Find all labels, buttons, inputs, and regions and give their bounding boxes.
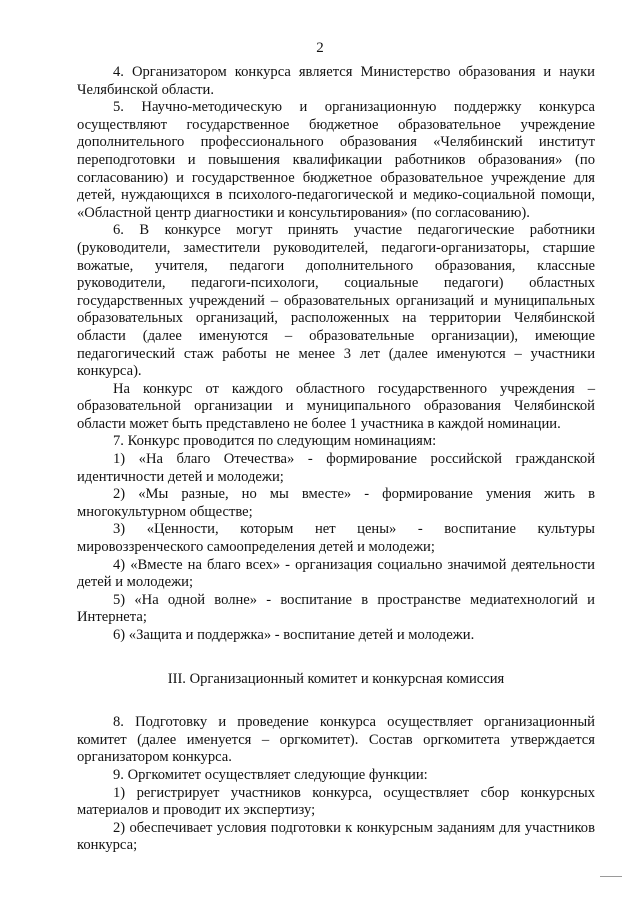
- nomination-item: 1) «На благо Отечества» - формирование российской гражданской идентичности детей и молодежи;: [77, 451, 595, 485]
- nomination-item: 3) «Ценности, которым нет цены» - воспитание культуры мировоззренческого самоопределения детей и молодежи;: [77, 521, 595, 556]
- paragraph-participant-limit: На конкурс от каждого областного государственного учреждения – образовательной организации и муниципального образования Челябинской области может быть представлено не более 1 участника в каждой номинации.: [77, 380, 595, 432]
- paragraph-support: 5. Научно-методическую и организационную поддержку конкурса осуществляют государственное бюджетное образовательное учреждение дополнительного профессионального образования «Челябинский институт переподготовки и повышения квалификации работников образования» (по согласованию) и государственное бюджетное образовательное учреждение для детей, нуждающихся в психолого-педагогической и медико-социальной помощи, «Областной центр диагностики и консультирования» (по согласованию).: [77, 99, 595, 221]
- nomination-item: 5) «На одной волне» - воспитание в пространстве медиатехнологий и Интернета;: [77, 591, 595, 626]
- document-body: [77, 64, 595, 855]
- nomination-item: 6) «Защита и поддержка» - воспитание детей и молодежи.: [113, 627, 475, 643]
- page-number: 2: [316, 40, 324, 56]
- paragraph-orgcommittee: 8. Подготовку и проведение конкурса осуществляет организационный комитет (далее именуется – оргкомитет). Состав оргкомитета утверждается организатором конкурса.: [77, 714, 595, 766]
- nomination-item: 4) «Вместе на благо всех» - организация социально значимой деятельности детей и молодежи;: [77, 556, 595, 591]
- function-item: 1) регистрирует участников конкурса, осуществляет сбор конкурсных материалов и проводит их экспертизу;: [77, 784, 595, 819]
- function-item: 2) обеспечивает условия подготовки к конкурсным заданиям для участников конкурса;: [77, 819, 595, 854]
- paragraph-organizer: 4. Организатором конкурса является Министерство образования и науки Челябинской области.: [77, 64, 595, 98]
- section-heading: III. Организационный комитет и конкурсная комиссия: [167, 670, 505, 687]
- nomination-item: 2) «Мы разные, но мы вместе» - формирование умения жить в многокультурном обществе;: [77, 486, 595, 520]
- paragraph-nominations-intro: 7. Конкурс проводится по следующим номинациям:: [113, 433, 437, 450]
- footer-rule: [600, 876, 622, 877]
- paragraph-functions-intro: 9. Оргкомитет осуществляет следующие функции:: [113, 766, 428, 783]
- paragraph-participants: 6. В конкурсе могут принять участие педагогические работники (руководители, заместители руководителей, педагоги-организаторы, старшие вожатые, учителя, педагоги дополнительного образования, классные руководители, педагоги-психологи, социальные педагоги) областных государственных учреждений – образовательных организаций и муниципальных образовательных организаций, расположенных на территории Челябинской области (далее именуются – образовательные организации), имеющие педагогический стаж работы не менее 3 лет (далее именуются – участники конкурса).: [77, 222, 595, 380]
